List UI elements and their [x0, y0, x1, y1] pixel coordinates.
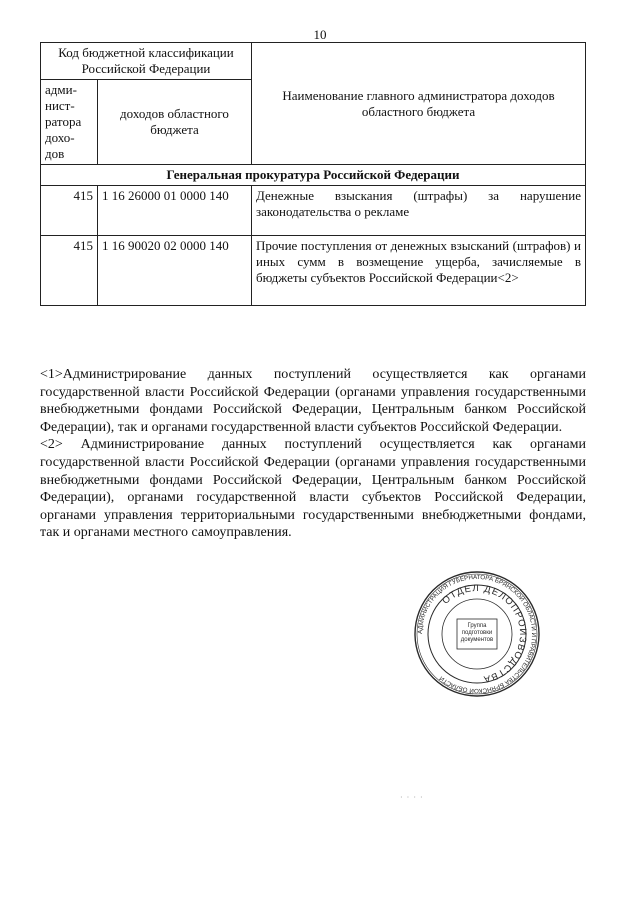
table-row	[41, 236, 586, 306]
table-row	[41, 186, 586, 236]
budget-classification-table	[40, 42, 586, 306]
income-name-cell: Прочие поступления от денежных взысканий (штрафов) и иных сумм в возмещение ущерба, зачисляемые в бюджеты субъектов Российской Федерации<2>	[252, 236, 586, 306]
section-title: Генеральная прокуратура Российской Федерации	[41, 165, 586, 186]
page-number: 10	[313, 27, 327, 42]
section-title-row	[41, 165, 586, 186]
stamp-ring-text: ОТДЕЛ ДЕЛОПРОИЗВОДСТВА	[440, 582, 529, 685]
admin-column-header: адми-нист-ратора дохо-дов	[41, 80, 98, 165]
stamp-outer-text: АДМИНИСТРАЦИЯ ГУБЕРНАТОРА БРЯНСКОЙ ОБЛАСТИ И ПРАВИТЕЛЬСТВА БРЯНСКОЙ ОБЛАСТИ	[416, 573, 538, 695]
administrator-name-header: Наименование главного администратора доходов областного бюджета	[252, 43, 586, 165]
admin-code-cell: 415	[41, 186, 98, 236]
footnote-1: <1>Администрирование данных поступлений осуществляется как органами государственной власти Российской Федерации (органами управления государственными внебюджетными фондами Российской Федерации, Центральным банком Российской Федерации), так и органами государственной власти субъектов Российской Федерации.	[40, 367, 586, 435]
code-group-header: Код бюджетной классификации Российской Федерации	[41, 43, 252, 80]
scan-speckle: · · · ·	[400, 793, 424, 802]
income-column-header: доходов областного бюджета	[98, 80, 252, 165]
income-name-cell: Денежные взыскания (штрафы) за нарушение законодательства о рекламе	[252, 186, 586, 236]
budget-code-cell: 1 16 90020 02 0000 140	[98, 236, 252, 306]
footnotes	[40, 366, 586, 542]
budget-code-cell: 1 16 26000 01 0000 140	[98, 186, 252, 236]
table-header-row	[41, 43, 586, 80]
office-stamp	[413, 570, 541, 698]
stamp-inner-text: Группа подготовки документов	[460, 623, 494, 643]
admin-code-cell: 415	[41, 236, 98, 306]
footnote-2: <2> Администрирование данных поступлений осуществляется как органами государственной власти Российской Федерации (органами управления государственными внебюджетными фондами Российской Федерации, Центральным банком Российской Федерации), органами государственной власти субъектов Российской Федерации, органами управления территориальными государственными внебюджетными фондами, так и органами местного самоуправления.	[40, 437, 586, 541]
